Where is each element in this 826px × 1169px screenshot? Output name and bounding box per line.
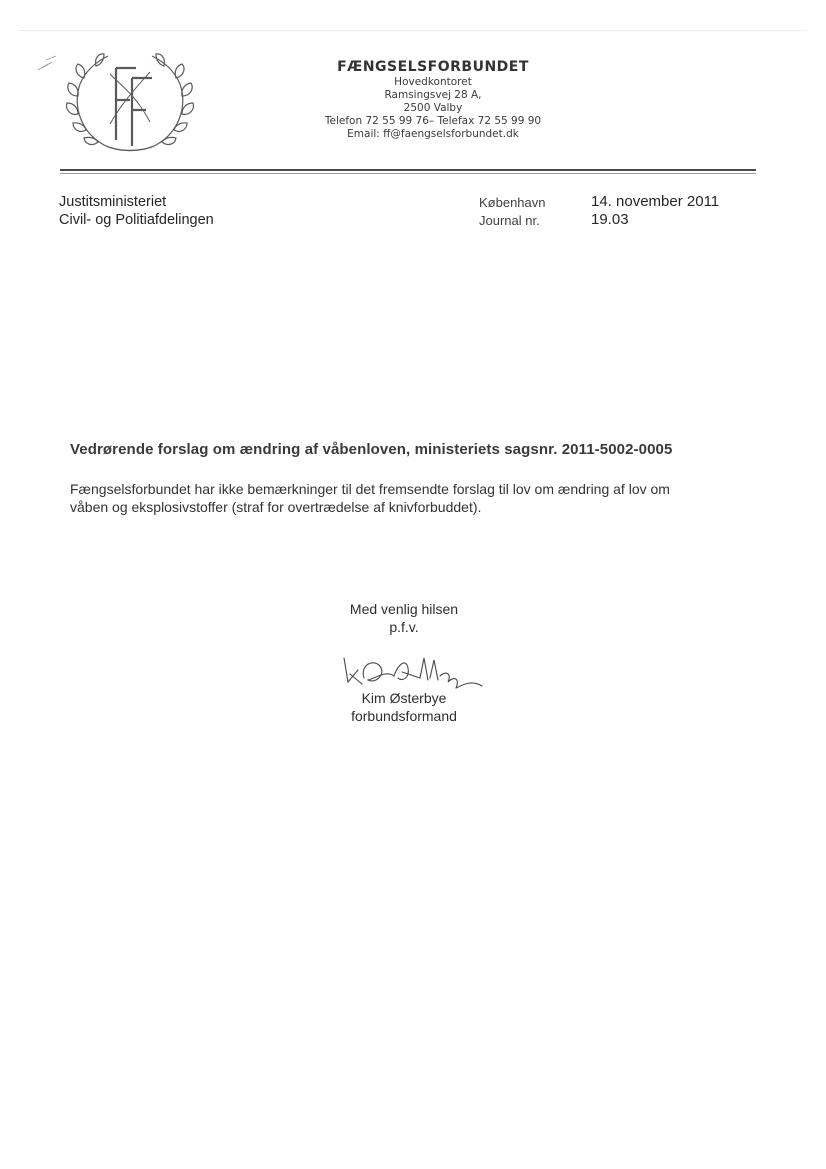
ff-monogram-wreath-icon [66, 48, 194, 154]
letterhead-divider [60, 169, 756, 171]
letterhead-divider-thin [60, 173, 756, 174]
journal-number: 19.03 [591, 211, 629, 228]
phone-fax: Telefon 72 55 99 76– Telefax 72 55 99 90 [324, 115, 542, 127]
city-address: 2500 Valby [403, 102, 463, 114]
letter-body [70, 480, 740, 516]
scan-mark [36, 50, 64, 74]
office-name: Hovedkontoret [394, 76, 472, 88]
signer-name: Kim Østerbye [361, 690, 447, 706]
pfv: p.f.v. [389, 619, 419, 635]
body-line-2: våben og eksplosivstoffer (straf for overtrædelse af knivforbuddet). [70, 499, 482, 515]
letter-meta-labels [479, 194, 546, 230]
scan-artifact-line [20, 30, 806, 31]
closing [300, 600, 508, 636]
body-line-1: Fængselsforbundet har ikke bemærkninger til det fremsendte forslag til lov om ændring af lov om [70, 481, 670, 497]
journal-label: Journal nr. [479, 213, 540, 228]
organization-name: FÆNGSELSFORBUNDET [337, 59, 529, 75]
signer [300, 689, 508, 725]
letterhead [300, 58, 566, 141]
recipient-line-2: Civil- og Politiafdelingen [59, 212, 214, 228]
letter-meta-values [591, 193, 719, 229]
email-address: Email: ff@faengselsforbundet.dk [347, 128, 519, 140]
greeting: Med venlig hilsen [349, 601, 459, 617]
letter-subject: Vedrørende forslag om ændring af våbenloven, ministeriets sagsnr. 2011-5002-0005 [70, 441, 673, 458]
place-label: København [479, 195, 546, 210]
recipient-address [59, 193, 214, 229]
recipient-line-1: Justitsministeriet [59, 194, 167, 210]
street-address: Ramsingsvej 28 A, [384, 89, 482, 101]
signer-title: forbundsformand [351, 708, 457, 724]
letter-date: 14. november 2011 [591, 193, 720, 210]
